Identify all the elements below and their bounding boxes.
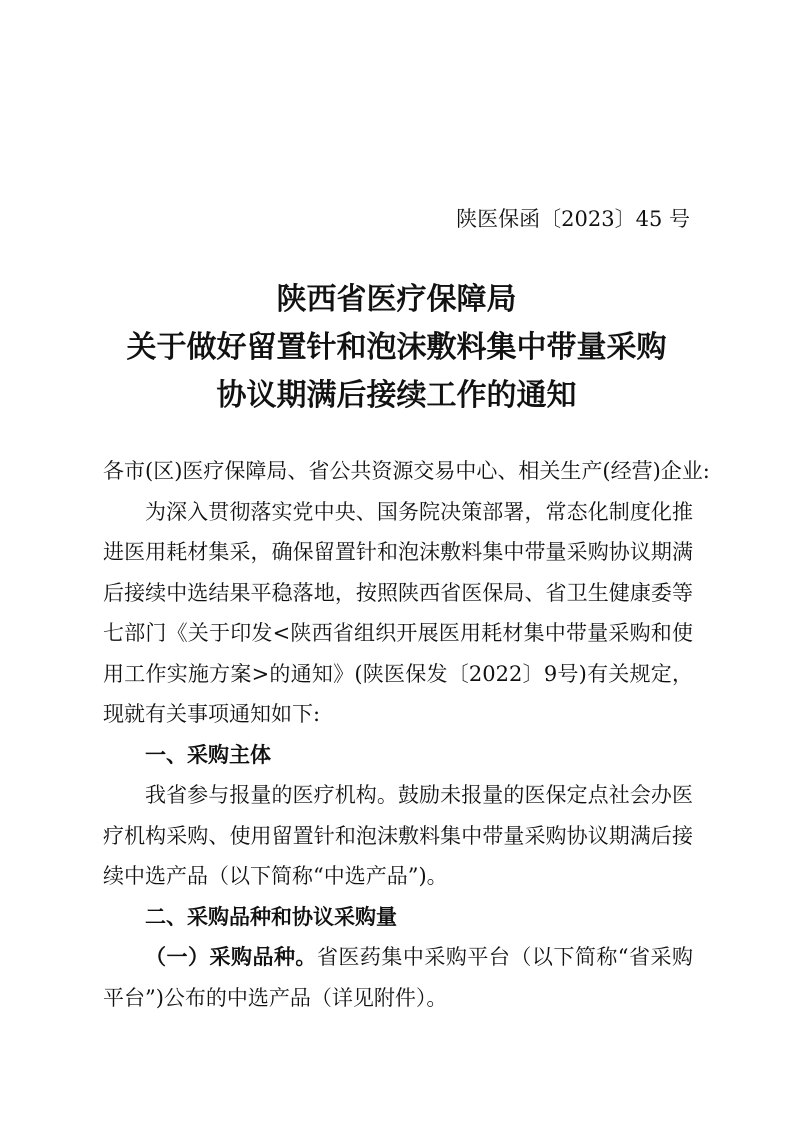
title-line-1: 陕西省医疗保障局 bbox=[276, 282, 517, 317]
section-1-paragraph: 我省参与报量的医疗机构。鼓励未报量的医保定点社会办医疗机构采购、使用留置针和泡沫敷料集中带量采购协议期满后接续中选产品（以下简称“中选产品”)。 bbox=[103, 783, 693, 888]
document-number: 陕医保函〔2023〕45 号 bbox=[456, 207, 690, 231]
intro-paragraph: 为深入贯彻落实党中央、国务院决策部署，常态化制度化推进医用耗材集采，确保留置针和泡沫敷料集中带量采购协议期满后接续中选结果平稳落地，按照陕西省医保局、省卫生健康委等七部门《关于印发<陕西省组织开展医用耗材集中带量采购和使用工作实施方案>的通知》(陕医保发〔2022〕9号)有关规定，现就有关事项通知如下: bbox=[103, 499, 693, 726]
title-line-3: 协议期满后接续工作的通知 bbox=[216, 378, 577, 413]
item-1-paragraph bbox=[103, 937, 693, 1018]
item-1-heading: （一）采购品种。 bbox=[145, 945, 317, 969]
addressee: 各市(区)医疗保障局、省公共资源交易中心、相关生产(经营)企业: bbox=[103, 459, 710, 483]
section-1-heading: 一、采购主体 bbox=[145, 742, 271, 767]
section-2-heading: 二、采购品种和协议采购量 bbox=[145, 904, 397, 929]
document-title bbox=[0, 276, 793, 420]
document-body bbox=[103, 451, 710, 1018]
title-line-2: 关于做好留置针和泡沫敷料集中带量采购 bbox=[126, 330, 667, 365]
item-1-text: 省医药集中采购平台（以下简称“省采购平台”)公布的中选产品（详见附件）。 bbox=[103, 945, 694, 1010]
